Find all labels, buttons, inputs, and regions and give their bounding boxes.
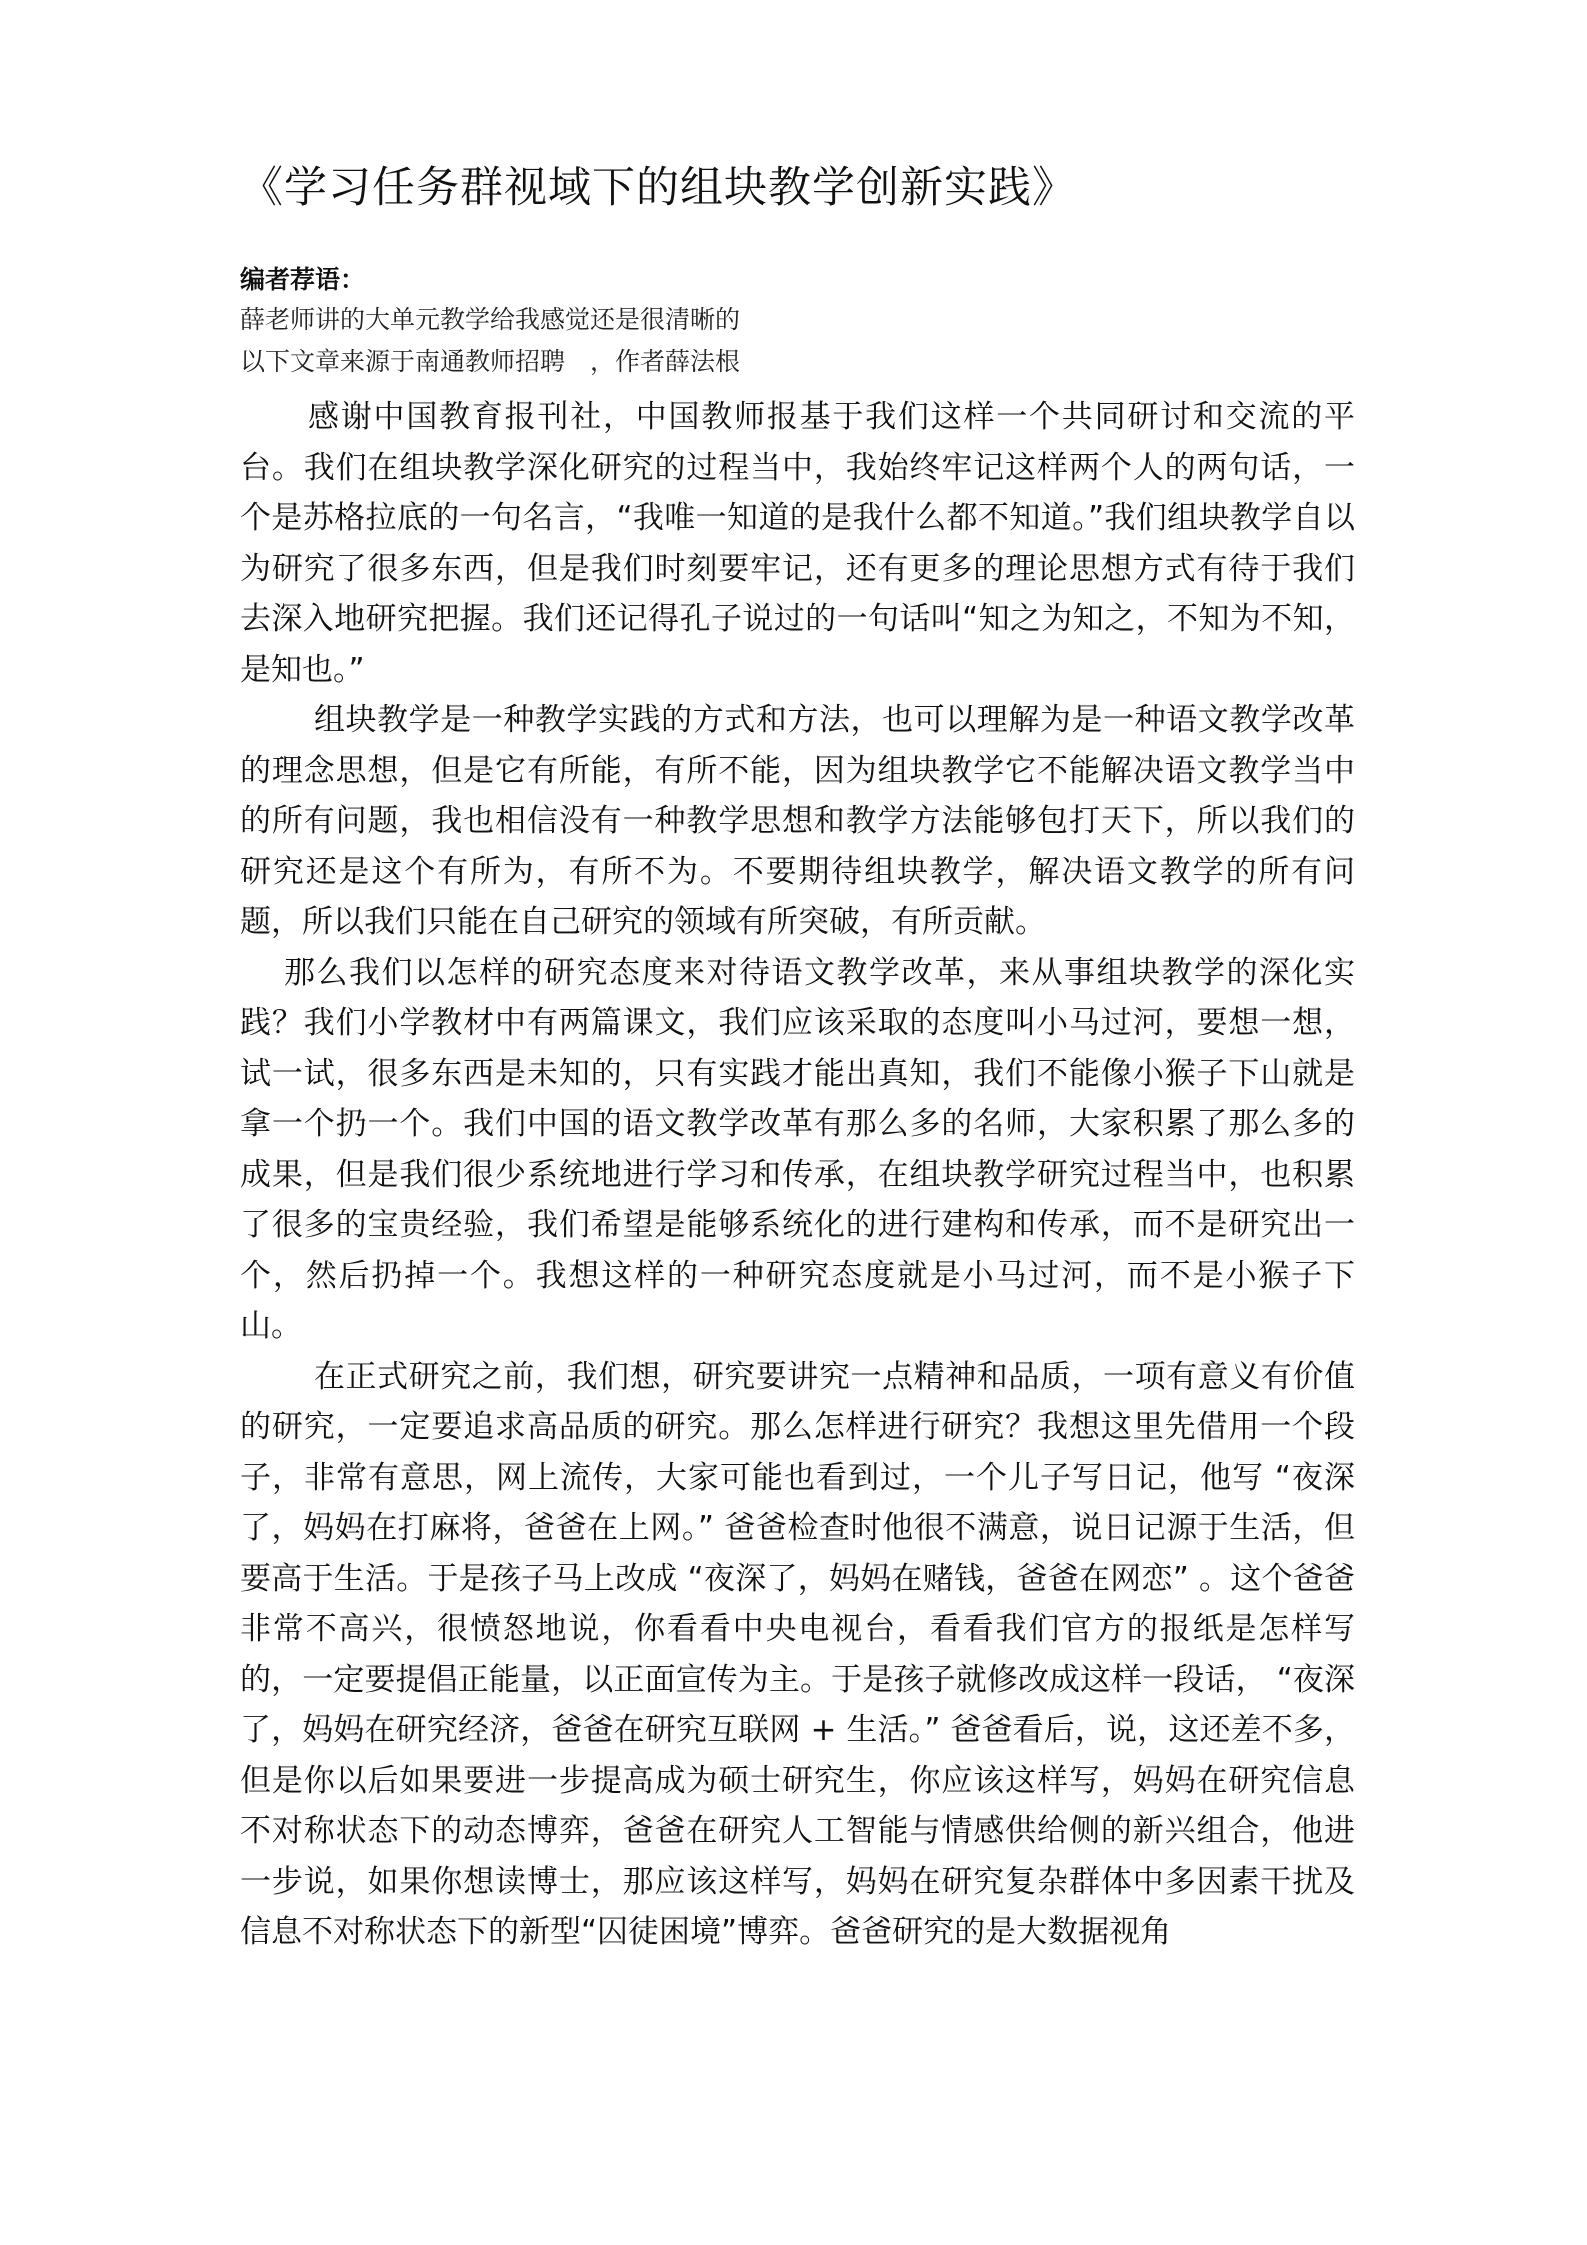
document-title: 《学习任务群视域下的组块教学创新实践》 xyxy=(240,163,1076,213)
editor-note-line-1: 薛老师讲的大单元教学给我感觉还是很清晰的 xyxy=(240,305,741,334)
paragraph-1: 感谢中国教育报刊社，中国教师报基于我们这样一个共同研讨和交流的平台。我们在组块教学深化研究的过程当中，我始终牢记这样两个人的两句话，一个是苏格拉底的一句名言，“我唯一知道的是我什么都不知道。”我们组块教学自以为研究了很多东西，但是我们时刻要牢记，还有更多的理论思想方式有待于我们去深入地研究把握。我们还记得孔子说过的一句话叫“知之为知之，不知为不知，是知也。” xyxy=(240,399,1355,688)
paragraph-3: 那么我们以怎样的研究态度来对待语文教学改革，来从事组块教学的深化实践？我们小学教材中有两篇课文，我们应该采取的态度叫小马过河，要想一想，试一试，很多东西是未知的，只有实践才能出真知，我们不能像小猴子下山就是拿一个扔一个。我们中国的语文教学改革有那么多的名师，大家积累了那么多的成果，但是我们很少系统地进行学习和传承，在组块教学研究过程当中，也积累了很多的宝贵经验，我们希望是能够系统化的进行建构和传承，而不是研究出一个，然后扔掉一个。我想这样的一种研究态度就是小马过河，而不是小猴子下山。 xyxy=(240,954,1355,1344)
paragraph-4: 在正式研究之前，我们想，研究要讲究一点精神和品质，一项有意义有价值的研究，一定要追求高品质的研究。那么怎样进行研究？我想这里先借用一个段子，非常有意思，网上流传，大家可能也看到过，一个儿子写日记，他写 “夜深了，妈妈在打麻将，爸爸在上网。” 爸爸检查时他很不满意，说日记源于生活，但要高于生活。于是孩子马上改成 “夜深了，妈妈在赌钱，爸爸在网恋” 。这个爸爸非常不高兴，很愤怒地说，你看看中央电视台，看看我们官方的报纸是怎样写的，一定要提倡正能量，以正面宣传为主。于是孩子就修改成这样一段话， “夜深了，妈妈在研究经济，爸爸在研究互联网 + 生活。” 爸爸看后，说，这还差不多，但是你以后如果要进一步提高成为硕士研究生，你应该这样写，妈妈在研究信息不对称状态下的动态博弈，爸爸在研究人工智能与情感供给侧的新兴组合，他进一步说，如果你想读博士，那应该这样写，妈妈在研究复杂群体中多因素干扰及信息不对称状态下的新型“囚徒困境”博弈。爸爸研究的是大数据视角 xyxy=(240,1358,1355,1950)
editor-note-label: 编者荐语： xyxy=(240,265,366,294)
paragraph-2: 组块教学是一种教学实践的方式和方法，也可以理解为是一种语文教学改革的理念思想，但是它有所能，有所不能，因为组块教学它不能解决语文教学当中的所有问题，我也相信没有一种教学思想和教学方法能够包打天下，所以我们的研究还是这个有所为，有所不为。不要期待组块教学，解决语文教学的所有问题，所以我们只能在自己研究的领域有所突破，有所贡献。 xyxy=(240,702,1355,940)
editor-note-line-2: 以下文章来源于南通教师招聘 ，作者薛法根 xyxy=(240,347,741,376)
article-body xyxy=(240,392,1355,1958)
